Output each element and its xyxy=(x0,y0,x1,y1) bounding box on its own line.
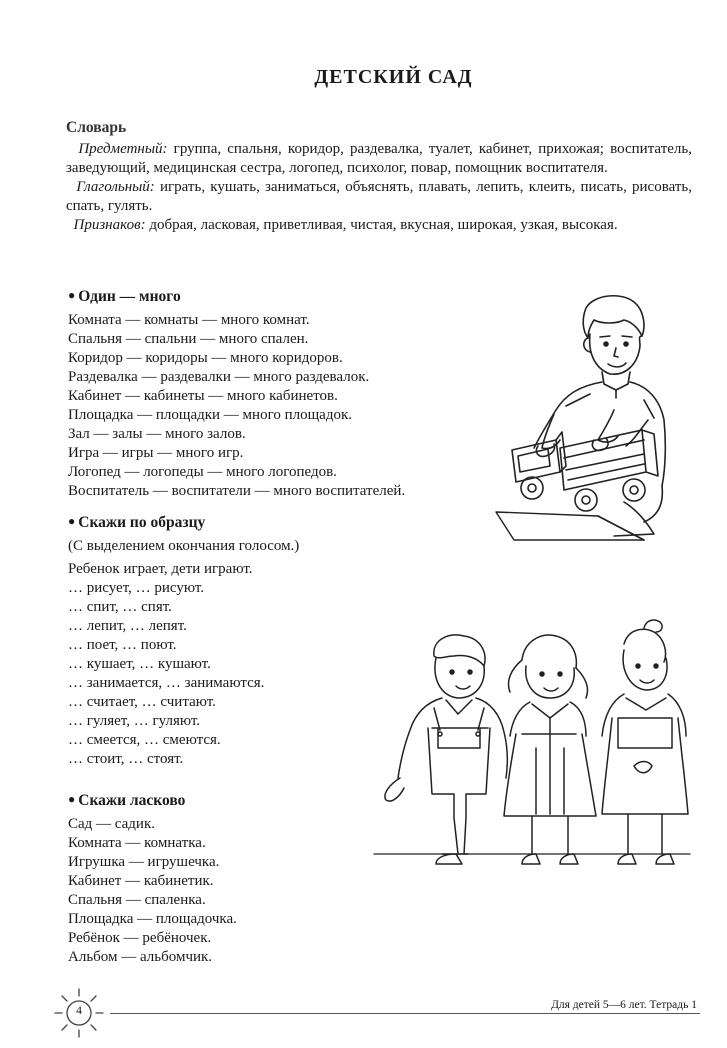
list-item: … стоит, … стоят. xyxy=(68,751,184,767)
section-heading-text: Один — много xyxy=(78,288,181,305)
vocabulary-adjectives xyxy=(66,216,692,235)
list-item: … смеется, … смеются. xyxy=(68,732,221,748)
adj-text: добрая, ласковая, приветливая, чистая, вкусная, широкая, узкая, высокая. xyxy=(145,217,618,233)
verbs-label: Глагольный: xyxy=(76,179,155,195)
bullet-icon: ● xyxy=(68,792,76,806)
list-item: Воспитатель — воспитатели — много воспитателей. xyxy=(68,483,406,499)
list-item: … спит, … спят. xyxy=(68,599,172,615)
list-item: … считает, … считают. xyxy=(68,694,216,710)
list-item: Спальня — спальни — много спален. xyxy=(68,331,309,347)
list-item: Сад — садик. xyxy=(68,816,155,832)
footer-series-text: Для детей 5—6 лет. Тетрадь 1 xyxy=(551,999,697,1011)
list-item: Площадка — площадки — много площадок. xyxy=(68,407,352,423)
list-item: Логопед — логопеды — много логопедов. xyxy=(68,464,337,480)
list-item: Комната — комнаты — много комнат. xyxy=(68,312,310,328)
list-item: Зал — залы — много залов. xyxy=(68,426,246,442)
nouns-label: Предметный: xyxy=(78,141,168,157)
list-item: … занимается, … занимаются. xyxy=(68,675,265,691)
vocabulary-heading: Словарь xyxy=(66,119,127,136)
list-item: Игра — игры — много игр. xyxy=(68,445,244,461)
section-heading-text: Скажи ласково xyxy=(78,792,186,809)
vocabulary-verbs xyxy=(66,178,692,216)
section-note: (С выделением окончания голосом.) xyxy=(68,538,300,554)
list-item: … рисует, … рисуют. xyxy=(68,580,205,596)
three-children-illustration xyxy=(372,618,694,898)
verbs-text: играть, кушать, заниматься, объяснять, плавать, лепить, клеить, писать, рисовать, спать, гулять. xyxy=(66,179,693,214)
adj-label: Признаков: xyxy=(73,217,146,233)
list-item: … кушает, … кушают. xyxy=(68,656,211,672)
list-item: Коридор — коридоры — много коридоров. xyxy=(68,350,343,366)
bullet-icon: ● xyxy=(68,288,76,302)
list-item: Ребенок играет, дети играют. xyxy=(68,561,253,577)
section-by-sample xyxy=(68,512,299,769)
section-heading-text: Скажи по образцу xyxy=(78,514,206,531)
section-heading xyxy=(68,512,299,532)
list-item: Игрушка — игрушечка. xyxy=(68,854,220,870)
section-heading xyxy=(68,790,237,810)
list-item: … поет, … поют. xyxy=(68,637,177,653)
vocabulary-block xyxy=(66,118,692,235)
list-item: … лепит, … лепят. xyxy=(68,618,187,634)
section-heading xyxy=(68,286,405,306)
list-item: Альбом — альбомчик. xyxy=(68,949,213,965)
boy-with-truck-illustration xyxy=(494,290,676,542)
page-number: 4 xyxy=(76,1003,82,1017)
section-one-many xyxy=(68,286,405,501)
nouns-text: группа, спальня, коридор, раздевалка, туалет, кабинет, прихожая; воспитатель, заведующий, медицинская сестра, логопед, психолог, повар, помощник воспитателя. xyxy=(66,141,692,176)
footer-divider xyxy=(110,1013,700,1014)
page-title: ДЕТСКИЙ САД xyxy=(314,66,473,88)
list-item: Спальня — спаленка. xyxy=(68,892,206,908)
list-item: … гуляет, … гуляют. xyxy=(68,713,201,729)
section-affectionate xyxy=(68,790,237,967)
bullet-icon: ● xyxy=(68,514,76,528)
list-item: Площадка — площадочка. xyxy=(68,911,237,927)
list-item: Раздевалка — раздевалки — много раздевалок. xyxy=(68,369,370,385)
vocabulary-nouns xyxy=(66,140,692,178)
list-item: Ребёнок — ребёночек. xyxy=(68,930,212,946)
list-item: Кабинет — кабинетик. xyxy=(68,873,214,889)
list-item: Комната — комнатка. xyxy=(68,835,206,851)
list-item: Кабинет — кабинеты — много кабинетов. xyxy=(68,388,338,404)
